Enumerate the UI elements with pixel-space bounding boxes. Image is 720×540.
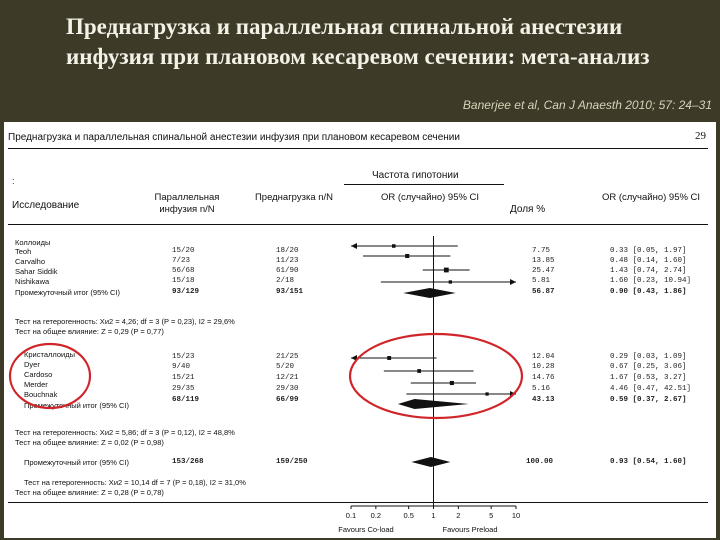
x-tick-label: 0.1 <box>345 511 357 520</box>
weight-cell: 7.75 <box>532 247 551 255</box>
coload-cell: 9/40 <box>172 363 191 371</box>
point-estimate <box>392 244 396 248</box>
preload-cell: 21/25 <box>276 353 299 361</box>
x-tick-label: 5 <box>489 511 494 520</box>
x-tick-label: 1 <box>431 511 436 520</box>
heterogeneity-text: Тест на гетерогенность: Хи2 = 4,26; df = 3 (P = 0,23), I2 = 29,6% <box>15 317 235 326</box>
panel-title: Преднагрузка и параллельная спинальной анестезии инфузия при плановом кесаревом сечении <box>8 132 460 143</box>
total-heterogeneity-text: Тест на гетерогенность: Хи2 = 10,14 df = 7 (P = 0,18), I2 = 31,0% <box>24 478 246 487</box>
total-diamond <box>411 457 450 467</box>
x-tick-label: 0.5 <box>403 511 414 520</box>
preload-cell: 12/21 <box>276 374 299 382</box>
col-header-preload: Преднагрузка n/N <box>254 192 334 203</box>
preload-cell: 2/18 <box>276 277 295 285</box>
col-header-weight: Доля % <box>510 204 546 215</box>
panel-page-number: 29 <box>695 130 706 142</box>
weight-cell: 13.85 <box>532 257 555 265</box>
study-name: Bouchnak <box>24 390 58 399</box>
weight-cell: 5.81 <box>532 277 551 285</box>
forest-plot-panel <box>4 122 716 538</box>
coload-subtotal: 93/129 <box>172 288 200 296</box>
preload-cell: 11/23 <box>276 257 299 265</box>
coload-cell: 15/23 <box>172 353 195 361</box>
or-ci-cell: 0.29 [0.03, 1.09] <box>610 353 687 361</box>
favours-right-label: Favours Preload <box>442 525 498 534</box>
point-estimate <box>387 356 391 360</box>
or-ci-subtotal: 0.90 [0.43, 1.86] <box>610 288 687 296</box>
or-ci-cell: 1.67 [0.53, 3.27] <box>610 374 687 382</box>
coload-cell: 56/68 <box>172 267 195 275</box>
study-name: Carvalho <box>15 257 46 266</box>
x-tick-label: 2 <box>456 511 461 520</box>
study-name: Dyer <box>24 360 40 369</box>
weight-cell: 12.04 <box>532 353 555 361</box>
weight-subtotal: 56.87 <box>532 288 555 296</box>
or-ci-cell: 0.67 [0.25, 3.06] <box>610 363 687 371</box>
slide-title: Преднагрузка и параллельная спинальной анестезии инфузия при плановом кесаревом сечении: мета-анализ <box>66 14 650 69</box>
preload-cell: 5/20 <box>276 363 295 371</box>
total-label: Промежуточный итог (95% CI) <box>24 458 130 467</box>
overall-effect-text: Тест на общее влияние: Z = 0,02 (P = 0,98) <box>15 438 164 447</box>
preload-cell: 29/30 <box>276 385 299 393</box>
coload-cell: 7/23 <box>172 257 191 265</box>
study-name: Cardoso <box>24 370 53 379</box>
total-overall-effect-text: Тест на общее влияние: Z = 0,28 (P = 0,78) <box>15 488 164 497</box>
point-estimate <box>444 268 449 273</box>
weight-cell: 14.76 <box>532 374 555 382</box>
preload-total: 159/250 <box>276 458 308 466</box>
x-tick-label: 0.2 <box>370 511 382 520</box>
or-ci-total: 0.93 [0.54, 1.60] <box>610 458 687 466</box>
subtotal-label: Промежуточный итог (95% CI) <box>24 401 130 410</box>
preload-cell: 61/90 <box>276 267 299 275</box>
col-header-coload: Параллельная инфузия n/N <box>154 192 220 215</box>
study-name: Merder <box>24 380 48 389</box>
col-header-or: OR (случайно) 95% CI <box>380 192 480 203</box>
subtotal-diamond <box>403 288 455 298</box>
citation: Banerjee et al, Can J Anaesth 2010; 57: 24–31 <box>462 98 712 112</box>
study-name: Nishikawa <box>15 277 50 286</box>
or-ci-cell: 1.43 [0.74, 2.74] <box>610 267 687 275</box>
coload-cell: 15/20 <box>172 247 195 255</box>
col-header-or-ci: OR (случайно) 95% CI <box>601 192 701 203</box>
subtotal-label: Промежуточный итог (95% CI) <box>15 288 121 297</box>
point-estimate <box>485 392 488 395</box>
preload-cell: 18/20 <box>276 247 299 255</box>
highlight-ellipse-studies <box>10 344 90 408</box>
coload-cell: 29/35 <box>172 385 195 393</box>
point-estimate <box>417 369 421 373</box>
coload-cell: 15/18 <box>172 277 195 285</box>
coload-cell: 15/21 <box>172 374 195 382</box>
overall-effect-text: Тест на общее влияние: Z = 0,29 (P = 0,77) <box>15 327 164 336</box>
group-name: Кристаллоиды <box>24 350 75 359</box>
study-name: Teoh <box>15 247 32 256</box>
preload-subtotal: 93/151 <box>276 288 304 296</box>
col-header-study: Исследование <box>12 200 80 211</box>
weight-cell: 5.16 <box>532 385 551 393</box>
forest-plot <box>4 122 716 538</box>
coload-subtotal: 68/119 <box>172 396 200 404</box>
ci-arrow <box>351 243 357 249</box>
weight-subtotal: 43.13 <box>532 396 555 404</box>
coload-total: 153/268 <box>172 458 204 466</box>
heterogeneity-text: Тест на гетерогенность: Хи2 = 5,86; df = 3 (P = 0,12), I2 = 48,8% <box>15 428 235 437</box>
weight-cell: 10.28 <box>532 363 555 371</box>
study-name: Sahar Siddik <box>15 267 58 276</box>
or-ci-cell: 1.60 [0.23, 10.94] <box>610 277 692 285</box>
section-marker: : <box>12 176 15 186</box>
point-estimate <box>449 280 452 283</box>
preload-subtotal: 66/99 <box>276 396 299 404</box>
group-name: Коллоиды <box>15 238 51 247</box>
ci-arrow <box>510 279 516 285</box>
or-ci-cell: 0.48 [0.14, 1.60] <box>610 257 687 265</box>
favours-left-label: Favours Co-load <box>338 525 394 534</box>
weight-cell: 25.47 <box>532 267 555 275</box>
or-ci-cell: 4.46 [0.47, 42.51] <box>610 385 692 393</box>
weight-total: 100.00 <box>526 458 554 466</box>
or-ci-subtotal: 0.59 [0.37, 2.67] <box>610 396 687 404</box>
point-estimate <box>405 254 409 258</box>
or-ci-cell: 0.33 [0.05, 1.97] <box>610 247 687 255</box>
outcome-header: Частота гипотонии <box>372 170 459 181</box>
point-estimate <box>450 381 454 385</box>
x-tick-label: 10 <box>511 511 521 520</box>
